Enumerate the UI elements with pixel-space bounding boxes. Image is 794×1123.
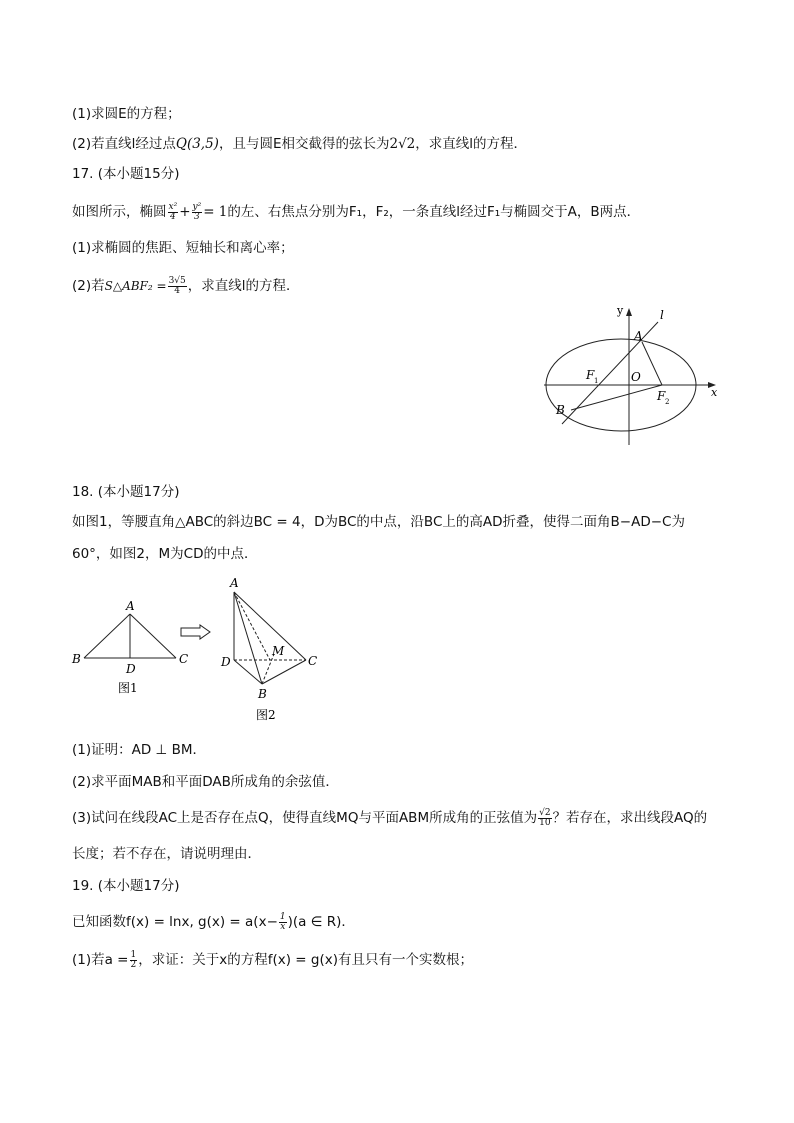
label-l: l	[660, 308, 664, 322]
q18-part3	[72, 808, 707, 828]
fig1-side-AB	[84, 614, 130, 658]
q19-header: 19. (本小题17分)	[72, 878, 180, 894]
q16-part2-c: ，求直线l的方程．	[415, 136, 528, 152]
q18-part3-c: 长度；若不存在，请说明理由．	[72, 846, 261, 862]
q17-plus: +	[179, 204, 191, 220]
q17-header: 17. (本小题15分)	[72, 166, 180, 182]
fig1-label-B: B	[72, 652, 81, 666]
q19-part1-a: (1)若a =	[72, 952, 129, 968]
label-F2: F	[657, 389, 666, 403]
fig2-label-M: M	[272, 644, 285, 658]
q19-intro-b: )(a ∈ R)．	[287, 914, 355, 930]
segment-BF2	[571, 385, 662, 410]
q18-part1: (1)证明：AD ⊥ BM．	[72, 742, 207, 758]
label-O: O	[631, 370, 641, 384]
q18-sine-fraction: $\frac{√2}{10}$	[539, 807, 551, 828]
q16-part2-a: (2)若直线l经过点	[72, 136, 176, 152]
q16-part2	[72, 134, 527, 154]
y-axis-arrow	[626, 308, 632, 316]
fig1-side-AC	[130, 614, 176, 658]
label-F1-sub: 1	[594, 377, 599, 385]
q16-chord-length: 2√2	[389, 136, 416, 152]
fig2-segment-BM-hidden	[262, 654, 274, 684]
fig2-label-D: D	[221, 655, 231, 669]
label-A: A	[634, 329, 643, 343]
label-x: x	[711, 386, 718, 399]
q17-ellipse-figure	[538, 300, 728, 450]
q17-part2	[72, 276, 300, 296]
label-B: B	[556, 403, 565, 417]
fig2-edge-DB	[234, 660, 262, 684]
q19-intro	[72, 912, 355, 932]
q18-intro-b: 60°，如图2，M为CD的中点．	[72, 546, 258, 562]
q17-part2-a: (2)若	[72, 278, 105, 294]
fig2-label-A: A	[230, 576, 239, 590]
label-F2-sub: 2	[665, 398, 670, 406]
q17-area-fraction: $\frac{3√5}{4}$	[168, 275, 186, 296]
fold-arrow-icon	[180, 624, 212, 640]
label-y: y	[617, 304, 624, 317]
q17-intro-b: 的左、右焦点分别为F₁，F₂，一条直线l经过F₁与椭圆交于A，B两点．	[227, 204, 641, 220]
q19-part1	[72, 950, 473, 970]
q17-part2-b: ，求直线l的方程．	[187, 278, 300, 294]
q17-intro	[72, 202, 640, 222]
fig1-label-A: A	[126, 599, 135, 613]
q18-figure-2	[216, 574, 336, 724]
q17-area: S△ABF₂ =	[104, 279, 167, 293]
q17-x-fraction: $\frac{\text{x²}}{4}$	[168, 201, 178, 222]
segment-AF2	[642, 342, 662, 385]
q16-part1: (1)求圆E的方程；	[72, 106, 181, 122]
fig2-edge-BC	[262, 660, 306, 684]
fig2-label-B: B	[258, 687, 267, 701]
q16-part2-b: ，且与圆E相交截得的弦长为	[218, 136, 390, 152]
fig1-caption: 图1	[118, 681, 138, 695]
q18-part3-b: ？若存在，求出线段AQ的	[552, 810, 708, 826]
fig1-label-D: D	[126, 662, 136, 676]
q17-rhs: = 1	[203, 204, 228, 220]
q17-y-fraction: $\frac{\text{y²}}{3}$	[192, 201, 202, 222]
label-F1: F	[586, 368, 595, 382]
fig1-label-C: C	[179, 652, 189, 666]
q19-a-fraction: $\frac{1}{2}$	[130, 949, 137, 970]
q19-intro-a: 已知函数f(x) = lnx, g(x) = a(x−	[72, 914, 278, 930]
q18-part3-a: (3)试问在线段AC上是否存在点Q，使得直线MQ与平面ABM所成角的正弦值为	[72, 810, 538, 826]
q18-header: 18. (本小题17分)	[72, 484, 180, 500]
q17-intro-a: 如图所示，椭圆	[72, 204, 167, 220]
fig2-label-C: C	[308, 654, 318, 668]
q18-intro-a: 如图1，等腰直角△ABC的斜边BC = 4，D为BC的中点，沿BC上的高AD折叠，使得二面角B−AD−C为	[72, 514, 685, 530]
q19-intro-fraction: $\frac{1}{x}$	[279, 911, 286, 932]
q18-figure-1	[66, 596, 196, 701]
fig2-caption: 图2	[256, 708, 276, 722]
q17-part1: (1)求椭圆的焦距、短轴长和离心率；	[72, 240, 294, 256]
q19-part1-b: ，求证：关于x的方程f(x) = g(x)有且只有一个实数根；	[138, 952, 473, 968]
q18-part2: (2)求平面MAB和平面DAB所成角的余弦值．	[72, 774, 339, 790]
q16-point: Q(3,5)	[175, 136, 219, 152]
